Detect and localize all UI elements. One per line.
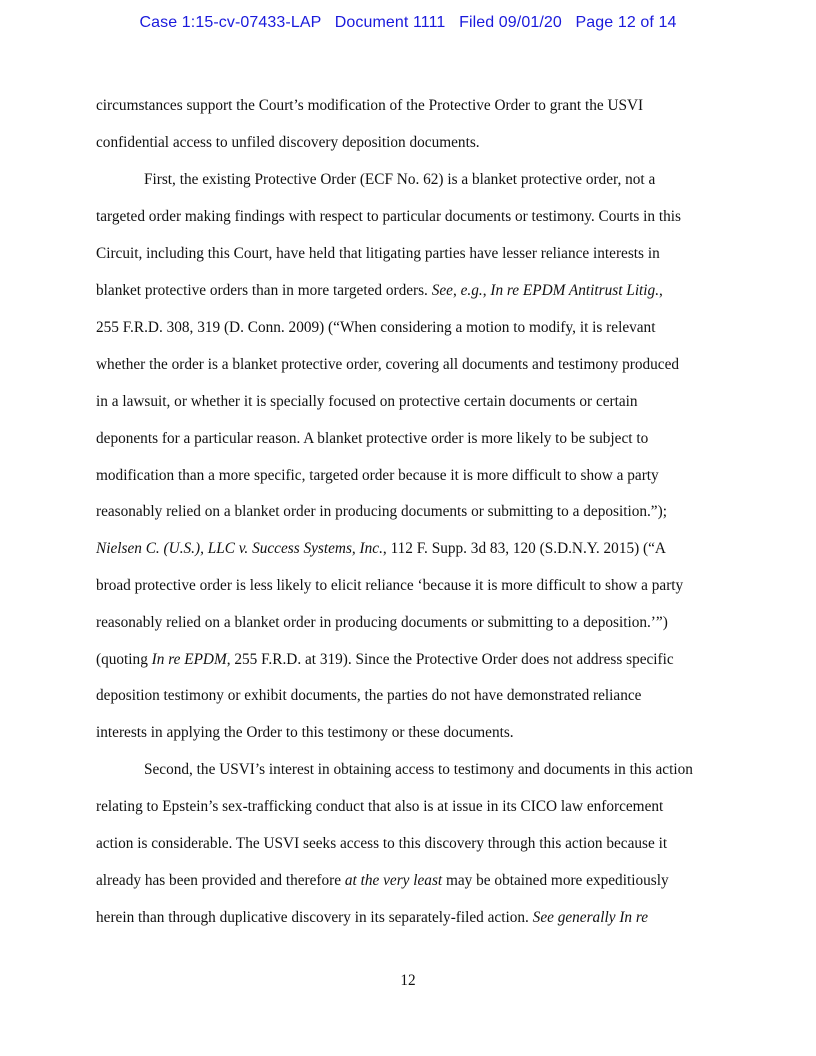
text-line: interests in applying the Order to this testimony or these documents. (96, 724, 514, 741)
text-line: deposition testimony or exhibit documents, the parties do not have demonstrated reliance (96, 687, 642, 704)
text-run: , 255 F.R.D. at 319). Since the Protective Order does not address specific (226, 651, 674, 668)
citation-signal: See generally In re (532, 909, 649, 926)
emphasis: at the very least (344, 872, 443, 889)
text-line (96, 908, 736, 928)
text-line: broad protective order is less likely to elicit reliance ‘because it is more difficult to show a party (96, 577, 684, 594)
case-name: In re EPDM Antitrust Litig. (490, 282, 660, 299)
text-run: , (659, 282, 663, 299)
text-run: , (482, 282, 491, 299)
text-line: confidential access to unfiled discovery deposition documents. (96, 134, 480, 151)
text-line: Circuit, including this Court, have held that litigating parties have lesser reliance interests in (96, 245, 660, 262)
text-run: , (452, 282, 461, 299)
text-run: herein than through duplicative discovery in its separately-filed action. (96, 909, 533, 926)
case-number: Case 1:15-cv-07433-LAP (139, 14, 322, 31)
text-line: reasonably relied on a blanket order in producing documents or submitting to a deposition.’”) (96, 614, 668, 631)
text-line (96, 539, 736, 559)
text-line: action is considerable. The USVI seeks access to this discovery through this action because it (96, 835, 668, 852)
document-number: Document 1111 (334, 14, 446, 31)
text-line: deponents for a particular reason. A blanket protective order is more likely to be subject to (96, 430, 649, 447)
text-line: in a lawsuit, or whether it is specially focused on protective certain documents or certain (96, 393, 638, 410)
citation-signal: See (431, 282, 453, 299)
text-line (96, 650, 736, 670)
text-line: First, the existing Protective Order (ECF No. 62) is a blanket protective order, not a (144, 171, 656, 188)
text-line: modification than a more specific, targeted order because it is more difficult to show a party (96, 467, 659, 484)
text-run: (quoting (96, 651, 152, 668)
text-line: reasonably relied on a blanket order in producing documents or submitting to a deposition.”); (96, 503, 667, 520)
text-line: relating to Epstein’s sex-trafficking conduct that also is at issue in its CICO law enforcement (96, 798, 664, 815)
text-line: circumstances support the Court’s modification of the Protective Order to grant the USVI (96, 97, 644, 114)
text-line (96, 871, 736, 891)
text-line: whether the order is a blanket protective order, covering all documents and testimony produced (96, 356, 680, 373)
text-run: blanket protective orders than in more targeted orders. (96, 282, 432, 299)
page-number: 12 (400, 972, 416, 989)
text-run: already has been provided and therefore (96, 872, 345, 889)
case-name: Nielsen C. (U.S.), LLC v. Success Systems, Inc. (96, 540, 383, 557)
text-line: 255 F.R.D. 308, 319 (D. Conn. 2009) (“When considering a motion to modify, it is relevant (96, 319, 656, 336)
case-name: In re EPDM (151, 651, 227, 668)
text-line: Second, the USVI’s interest in obtaining access to testimony and documents in this action (144, 761, 693, 778)
text-run: may be obtained more expeditiously (442, 872, 669, 889)
page-of: Page 12 of 14 (575, 14, 677, 31)
case-header (0, 14, 816, 32)
text-line: targeted order making findings with respect to particular documents or testimony. Courts in this (96, 208, 681, 225)
filed-date: Filed 09/01/20 (459, 14, 562, 31)
text-line (96, 281, 736, 301)
text-run: , 112 F. Supp. 3d 83, 120 (S.D.N.Y. 2015) (“A (382, 540, 666, 557)
citation-signal: e.g. (460, 282, 483, 299)
